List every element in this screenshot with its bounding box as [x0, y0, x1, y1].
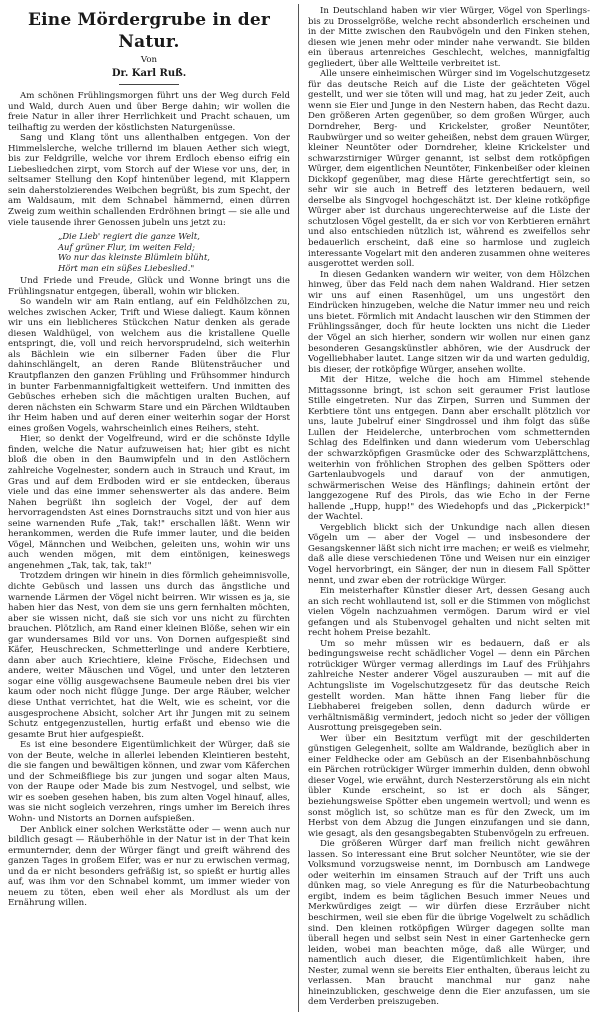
paragraph: Trotzdem dringen wir hinein in dies förmlich geheimnisvolle, dichte Gebüsch und lassen uns durch das ängstliche und warnende Lärmen der Vögel nicht beirren. Wir wissen es ja, sie haben hier das Nest, von dem sie uns gern fernhalten möchten, aber sie wissen nicht, daß sie sich vor uns nicht zu fürchten brauchen. Plötzlich, am Rand einer kleinen Blöße, sehen wir ein gar wundersames Bild vor uns. Von Dornen aufgespießt sind Käfer, Heuschrecken, Schmetterlinge und andere Kerbtiere, dann aber auch Kriechtiere, kleine Frösche, Eidechsen und andere, weiter Mäuschen und Vögel, und unter den letzteren sogar eine völlig ausgewachsene Baumeule neben drei bis vier kaum oder noch nicht flügge Junge. Der arge Räuber, welcher diese Unthat verrichtet, hat die Welt, wie es scheint, vor die ausgesprochene Absicht, solcher Art ihr Jungen mit zu seinem Schutz entgegenzustellen, hurtig erfaßt und ebenso wie die gesamte Brut hier aufgespießt. [8, 571, 290, 740]
paragraph: So wandeln wir am Rain entlang, auf ein Feldhölzchen zu, welches zwischen Acker, Trift und Wiese daliegt. Kaum können wir uns ein lieblicheres Stückchen Natur denken als gerade diesen Waldhügel, von welchem aus die kristallene Quelle entspringt, die, voll und reich hervorsprudelnd, sich weiterhin als Bächlein wie ein silberner Faden über die Flur dahinschlängelt, an deren Rande Blütensträucher und Krautpflanzen den ganzen Frühling und Frühsommer hindurch in bunter Farbenmannigfaltigkeit wetteifern. Und inmitten des Gebüsches erheben sich die mächtigen uralten Buchen, auf deren nächsten ein Schwarm Stare und ein Pärchen Wildtauben ihr Heim haben und auf deren einer weiterhin sogar der Horst eines großen Vogels, wahrscheinlich eines Reihers, steht. [8, 297, 290, 434]
paragraph: Sang und Klang tönt uns allenthalben entgegen. Von der Himmelslerche, welche trillernd im blauen Aether sich wiegt, bis zur Feldgrille, welche vor ihrem Erdloch ebenso eifrig ein Liebesliedchen zirpt, vom Storch auf der Wiese vor uns, der, in seltsamer Stellung den Kopf hintenüber legend, mit Klappern sein daherstolzierendes Weibchen begrüßt, bis zum Specht, der am Waldsaum, mit dem Schnabel hämmernd, einen dürren Zweig zum weithin schallenden Erdröhnen bringt — sie alle und viele tausende ihrer Genossen jubeln uns jetzt zu: [8, 133, 290, 228]
paragraph: In diesen Gedanken wandern wir weiter, von dem Hölzchen hinweg, über das Feld nach dem nahen Waldrand. Hier setzen wir uns auf einen Rasenhügel, um uns ungestört den Eindrücken hinzugeben, welche die Natur immer neu und reich uns bietet. Förmlich mit Andacht lauschen wir den Stimmen der Frühlingssänger, doch für heute lockten uns nicht die Lieder der Vögel an sich hierher, sondern wir wollen nur einen ganz besonderen Gesangskünstler abhören, wie der Ausdruck der Vogelliebhaber lautet. Lange sitzen wir da und warten geduldig, bis dieser, der rotköpfige Würger, ansehen wollte. [308, 269, 590, 375]
poem-line: Wo nur das kleinste Blümlein blüht, [58, 252, 210, 263]
paragraph: Der Anblick einer solchen Werkstätte oder — wenn auch nur bildlich gesagt — Räuberhöhle in der Natur ist in der That kein ermunternder, denn der Würger fängt und greift während des ganzen Tages in großem Eifer, was er nur zu erwischen vermag, und da er nicht besonders gefräßig ist, so spießt er hurtig alles auf, was ihm vor den Schnabel kommt, um immer wieder von neuem zu töten, eben weil eher als Mordlust als um der Ernährung willen. [8, 824, 290, 909]
paragraph: Vergeblich blickt sich der Unkundige nach allen diesen Vögeln um — aber der Vogel — und insbesondere der Gesangskenner läßt sich nicht irre machen; er weiß es vielmehr, daß alle diese verschiedenen Töne und Weisen nur ein einziger Vogel hervorbringt, ein Sänger, der nun in diesem Fall Spötter nennt, und zwar eben der rotrückige Würger. [308, 522, 590, 586]
title-divider [119, 84, 179, 85]
poem-line: Hört man ein süßes Liebeslied." [58, 262, 195, 273]
poem-line: Auf grüner Flur, im weiten Feld; [58, 241, 195, 252]
paragraph: Es ist eine besondere Eigentümlichkeit der Würger, daß sie von der Beute, welche in allerlei lebenden Kleintieren besteht, die sie fangen und bewältigen können, und zwar vom Käferchen und der Schmeißfliege bis zur jungen und sogar alten Maus, von der Raupe oder Made bis zum Nestvogel, und selbst, wie wir es soeben gesehen haben, bis zum alten Vogel hinauf, alles, was sie nicht sogleich verzehren, rings umher im Bereich ihres Wohn- und Nistorts an Dornen aufspießen. [8, 740, 290, 824]
paragraph: Um so mehr müssen wir es bedauern, daß er als bedingungsweise recht schädlicher Vogel — denn ein Pärchen rotrückiger Würger vermag allerdings im Lauf des Frühjahrs zahlreiche Nester anderer Vögel auszurauben — mit auf die Achtungsliste im Vogelschutzgesetz für das deutsche Reich gestellt worden. Man hätte ihnen Fang lieber für die Liebhaberei freigeben sollen, denn dadurch würde er verhältnismäßig vermindert, jedoch nicht so jeder der völligen Ausrottung preisgegeben sein. [308, 638, 590, 734]
poem-line: „Die Lieb' regiert die ganze Welt, [58, 231, 200, 242]
paragraph: Die größeren Würger darf man freilich nicht gewähren lassen. So interessant eine Brut solcher Neuntöter, wie sie der Volksmund vorzugsweise nennt, im Dornbusch am Landwege oder weiterhin im einsamen Strauch auf der Trift uns auch dünken mag, so viele Anregung es für die Naturbeobachtung ergibt, indem es beim täglichen Besuch immer Neues und Merkwürdiges zeigt — wir dürfen diese Erzräuber nicht beschirmen, weil sie eben für die übrige Vogelwelt zu schädlich sind. Den kleinen rotköpfigen Würger dagegen sollte man überall hegen und selbst sein Nest in einer Gartenhecke gern leiden, wobei man beachten möge, daß alle Würger, und namentlich auch dieser, die Eigentümlichkeit haben, ihre Nester, zumal wenn sie bereits Eier enthalten, überaus leicht zu verlassen. Man braucht manchmal nur ganz nahe hineinzublicken, geschweige denn die Eier anzufassen, um sie dem Verderben preiszugeben. [308, 839, 590, 1008]
right-column [308, 6, 590, 1009]
poem-quote [58, 231, 290, 273]
column-divider [298, 4, 299, 1012]
paragraph: Hier, so denkt der Vogelfreund, wird er die schönste Idylle finden, welche die Natur aufzuweisen hat; hier gibt es nicht bloß die oben in den Baumwipfeln und in den Astlöchern zahlreiche Vogelnester, sondern auch in Strauch und Kraut, im Gras und auf dem Erdboden wird er sie entdecken, überaus viele und das eine immer sehenswerter als das andere. Beim Nahen begrüßt ihn sogleich der Vogel, der auf dem hervorragendsten Ast eines Dornstrauchs sitzt und von hier aus seine warnenden Rufe „Tak, tak!" erschallen läßt. Wenn wir herankommen, werden die Rufe immer lauter, und die beiden Vögel, Männchen und Weibchen, geleiten uns, wohin wir uns auch wenden mögen, mit dem eintönigen, keineswegs angenehmen „Tak, tak, tak, tak!" [8, 434, 290, 571]
paragraph: Ein meisterhafter Künstler dieser Art, dessen Gesang auch an sich recht wohllautend ist, soll er die Stimmen von möglichst vielen Vögeln nachzuahmen vermögen. Darum wird er viel gefangen und als Stubenvogel gehalten und nicht selten mit recht hohem Preise bezahlt. [308, 586, 590, 639]
paragraph: Mit der Hitze, welche die hoch am Himmel stehende Mittagssonne bringt, ist schon seit geraumer Frist lautlose Stille eingetreten. Nur das Zirpen, Surren und Summen der Kerbtiere tönt uns entgegen. Dann aber erschallt plötzlich vor uns, laute Jubelruf einer Singdrossel und ihm folgt das süße Lullen der Heidelerche, unterbrochen vom schmetternden Schlag des Edelfinken und dann wiederum vom Ueberschlag der schwarzköpfigen Grasmücke oder des Schwarzplättchens, weiterhin von fröhlichen Strophen des gelben Spötters oder Gartenlaubvogels und darauf von der anmutigen, schwärmerischen Weise des Hänflings; dahinein ertönt der langgezogene Ruf des Pirols, das wie Echo in der Ferne hallende „Hupp, hupp!" des Wiedehopfs und das „Pickerpick!" der Wachtel. [308, 375, 590, 523]
byline-prefix: Von [140, 55, 158, 65]
article-title: Eine Mördergrube in der Natur. [27, 10, 271, 52]
paragraph: In Deutschland haben wir vier Würger, Vögel von Sperlings- bis zu Drosselgröße, welche recht absonderlich erscheinen und in der Mitte zwischen den Raubvögeln und den Finken stehen, diesen wie jenen mehr oder minder nahe verwandt. Sie bilden ein überaus artenreiches Geschlecht, welches, mannigfaltig gegliedert, über alle Weltteile verbreitet ist. [308, 6, 590, 69]
paragraph: Und Friede und Freude, Glück und Wonne bringt uns die Frühlingsnatur entgegen, überall, wohin wir blicken. [8, 276, 290, 297]
paragraph: Wer über ein Besitztum verfügt mit der geschilderten günstigen Gelegenheit, sollte am Waldrande, bezüglich aber in einer Feldhecke oder am Gebüsch an der Eisenbahnböschung ein Pärchen rotrückiger Würger immerhin dulden, denn obwohl dieser Vogel, wie erwähnt, durch Nesterzerstörung als ein nicht übler Kunde erscheint, so ist er doch als Sänger, beziehungsweise Spötter eben ungemein wertvoll; und wenn es sonst möglich ist, so schütze man es für den Zweck, um im Herbst von dem Abzug die Jungen einzufangen und sie dann, wie gesagt, als den gesangsbegabten Stubenvögeln zu erfreuen. [308, 733, 590, 839]
paragraph: Am schönen Frühlingsmorgen führt uns der Weg durch Feld und Wald, durch Auen und über Berge dahin; wir wollen die freie Natur in aller ihrer Herrlichkeit und Pracht schauen, um teilhaftig zu werden der köstlichsten Naturgenüsse. [8, 91, 290, 133]
article-author: Dr. Karl Ruß. [111, 68, 187, 79]
paragraph: Alle unsere einheimischen Würger sind im Vogelschutzgesetz für das deutsche Reich auf die Liste der geächteten Vögel gestellt, und wer sie töten will und mag, hat zu jeder Zeit, auch wenn sie Eier und Junge in den Nestern haben, das Recht dazu. Den größeren Arten gegenüber, so dem großen Würger, auch Dorndreher, Berg- und Krickelster, großer Neuntöter, Raubwürger und so weiter geheißen, nebst dem grauen Würger, kleiner Neuntöter oder Dorndreher, kleine Krickelster und schwarzstirniger Würger genannt, ist selbst dem rotköpfigen Würger, dem eigentlichen Neuntöter, Finkenbeißer oder kleinen Dickkopf gegenüber, mag diese Härte gerechtfertigt sein, so sehr wir sie auch in Betreff des letzteren bedauern, weil derselbe als Singvogel hochgeschätzt ist. Der kleine rotköpfige Würger aber ist durchaus ungerechterweise auf die Liste der schutzlosen Vögel gestellt, da er sich vor von Kerbtieren ernährt und also entschieden nützlich ist, während es zweifellos sehr bedauerlich erscheint, daß eine so harmlose und zugleich interessante Vogelart mit den anderen zusammen ohne weiteres ausgerottet werden soll. [308, 69, 590, 270]
left-column [8, 6, 290, 1009]
